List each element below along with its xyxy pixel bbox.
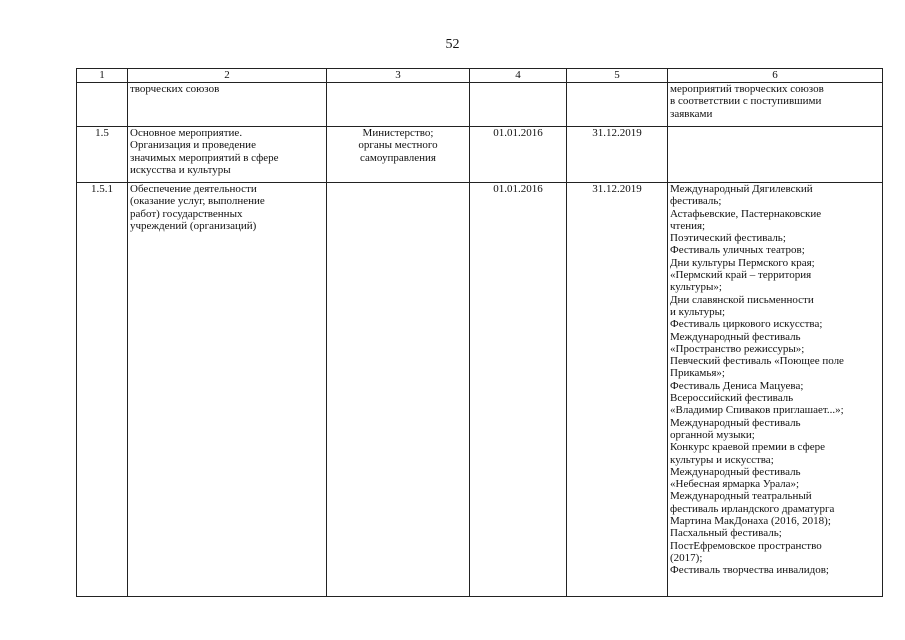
- column-number-6: 6: [668, 69, 883, 83]
- cell-text-line: заявками: [670, 107, 713, 120]
- cell-text-line: искусства и культуры: [130, 163, 231, 176]
- cell-text-line: (2017);: [670, 551, 703, 564]
- cell-text-line: (оказание услуг, выполнение: [130, 195, 265, 208]
- cell-text-line: фестиваль ирландского драматурга: [670, 502, 835, 515]
- cell-text-line: значимых мероприятий в сфере: [130, 151, 279, 164]
- cell-text-line: Фестиваль Дениса Мацуева;: [670, 379, 804, 392]
- cell-text-line: Конкурс краевой премии в сфере: [670, 441, 825, 454]
- program-table: [76, 68, 883, 597]
- expected-result-cell: [668, 127, 883, 183]
- cell-text-line: Основное мероприятие.: [130, 127, 243, 139]
- page-number: 52: [445, 37, 460, 52]
- cell-text-line: Астафьевские, Пастернаковские: [670, 207, 822, 220]
- row-number-cell: [77, 83, 128, 127]
- cell-text-line: органной музыки;: [670, 428, 755, 441]
- cell-text-line: Дни культуры Пермского края;: [670, 256, 815, 269]
- cell-text-line: Международный Дягилевский: [670, 183, 813, 195]
- cell-text-line: Прикамья»;: [670, 367, 725, 380]
- cell-text-line: самоуправления: [360, 151, 436, 164]
- cell-text-line: Международный фестиваль: [670, 330, 801, 343]
- activity-name-cell: [128, 127, 327, 183]
- cell-text-line: Международный театральный: [670, 490, 812, 503]
- cell-text-line: Международный фестиваль: [670, 416, 801, 429]
- cell-text-line: Пасхальный фестиваль;: [670, 527, 782, 540]
- table-row: [77, 183, 883, 597]
- cell-text-line: Всероссийский фестиваль: [670, 392, 794, 405]
- end-date-cell: [567, 83, 668, 127]
- cell-text-line: органы местного: [358, 139, 438, 152]
- cell-text-line: учреждений (организаций): [130, 219, 257, 232]
- expected-result-cell: [668, 83, 883, 127]
- activity-name-cell: [128, 83, 327, 127]
- cell-text-line: «Пространство режиссуры»;: [670, 342, 805, 355]
- cell-text-line: Международный фестиваль: [670, 465, 801, 478]
- end-date-cell: 31.12.2019: [567, 127, 668, 183]
- cell-text-line: работ) государственных: [130, 207, 243, 220]
- activity-name-cell: [128, 183, 327, 597]
- table-row: [77, 127, 883, 183]
- column-number-4: 4: [470, 69, 567, 83]
- cell-text-line: творческих союзов: [130, 83, 220, 95]
- cell-text-line: ПостЕфремовское пространство: [670, 539, 822, 552]
- cell-text-line: культуры»;: [670, 281, 722, 294]
- cell-text-line: Поэтический фестиваль;: [670, 232, 786, 245]
- cell-text-line: «Пермский край – территория: [670, 269, 812, 282]
- cell-text-line: мероприятий творческих союзов: [670, 83, 824, 95]
- cell-text-line: культуры и искусства;: [670, 453, 774, 466]
- start-date-cell: [470, 83, 567, 127]
- row-number-cell: 1.5: [77, 127, 128, 183]
- cell-text-line: «Владимир Спиваков приглашает...»;: [670, 404, 844, 417]
- column-number-row: [77, 69, 883, 83]
- executor-cell: [327, 127, 470, 183]
- row-number-cell: 1.5.1: [77, 183, 128, 597]
- executor-cell: [327, 83, 470, 127]
- table-row: [77, 83, 883, 127]
- cell-text-line: Организация и проведение: [130, 139, 256, 152]
- cell-text-line: в соответствии с поступившими: [670, 95, 822, 108]
- expected-result-cell: [668, 183, 883, 597]
- column-number-5: 5: [567, 69, 668, 83]
- executor-cell: [327, 183, 470, 597]
- cell-text-line: фестиваль;: [670, 195, 722, 208]
- start-date-cell: 01.01.2016: [470, 127, 567, 183]
- cell-text-line: Фестиваль творчества инвалидов;: [670, 564, 829, 577]
- end-date-cell: 31.12.2019: [567, 183, 668, 597]
- cell-text-line: Мартина МакДонаха (2016, 2018);: [670, 515, 831, 528]
- cell-text-line: и культуры;: [670, 305, 726, 318]
- column-number-1: 1: [77, 69, 128, 83]
- cell-text-line: Фестиваль циркового искусства;: [670, 318, 823, 331]
- cell-text-line: Фестиваль уличных театров;: [670, 244, 805, 257]
- start-date-cell: 01.01.2016: [470, 183, 567, 597]
- column-number-3: 3: [327, 69, 470, 83]
- cell-text-line: чтения;: [670, 219, 706, 232]
- cell-text-line: Обеспечение деятельности: [130, 183, 257, 195]
- cell-text-line: Дни славянской письменности: [670, 293, 814, 306]
- column-number-2: 2: [128, 69, 327, 83]
- cell-text-line: «Небесная ярмарка Урала»;: [670, 478, 800, 491]
- cell-text-line: Министерство;: [362, 127, 434, 139]
- cell-text-line: Певческий фестиваль «Поющее поле: [670, 355, 844, 368]
